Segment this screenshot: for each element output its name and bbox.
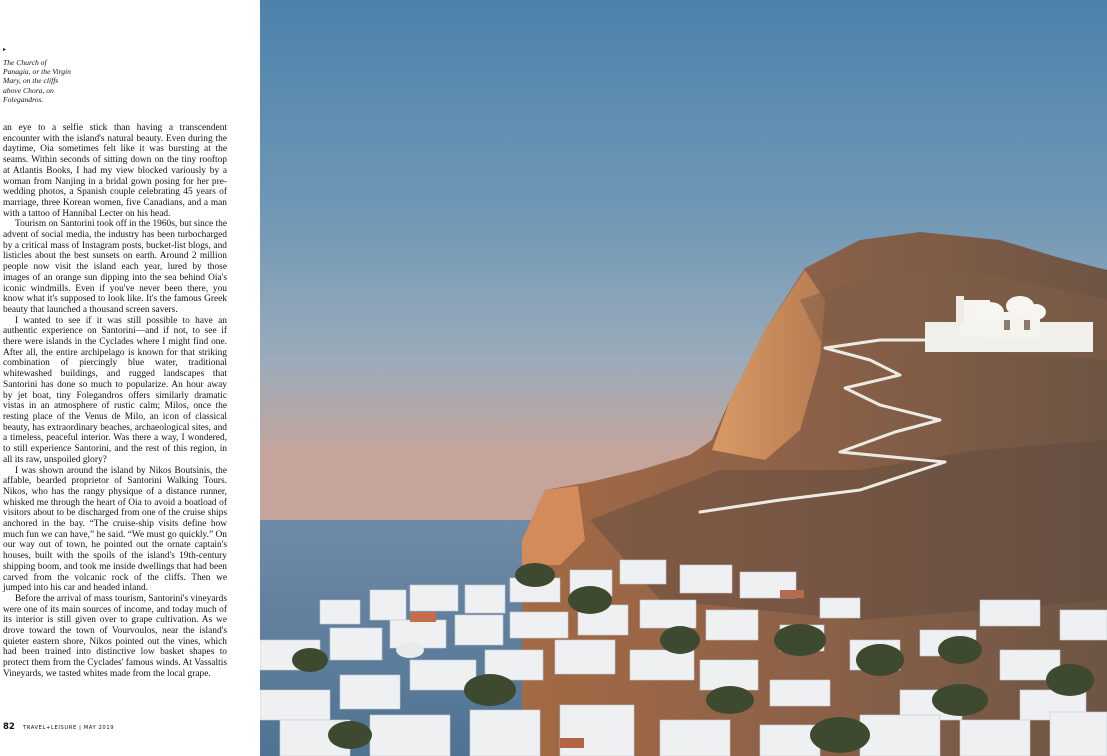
article-paragraph: an eye to a selfie stick than having a transcendent encounter with the island's natural beauty. Even during the daytime, Oia sometimes felt like it was bursting at the seams. Within seconds of sitting down on the tiny rooftop at Atlantis Books, I had my view blocked variously by a woman from Nanjing in a bridal gown posing for her pre-wedding photos, a Spanish couple celebrating 45 years of marriage, three Korean women, five Canadians, and a man with a tattoo of Hannibal Lecter on his head.: [3, 123, 227, 219]
page-number: 82: [3, 722, 15, 732]
article-paragraph: I wanted to see if it was still possible to have an authentic experience on Santorini—and if not, to see if there were islands in the Cyclades where I might find one. After all, the entire archipelago is known for that striking combination of piercingly blue water, traditional whitewashed buildings, and rugged landscapes that Santorini has done so much to popularize. An hour away by jet boat, tiny Folegandros offers similarly dramatic vistas in an atmosphere of rustic calm; Milos, once the resting place of the Venus de Milo, an icon of classical beauty, has extraordinary beaches, archaeological sites, and a timeless, peaceful interior. Was there a way, I wondered, to still experience Santorini, and the rest of this region, in all its raw, unspoiled glory?: [3, 315, 227, 465]
text-column: [0, 0, 260, 756]
caption-marker: ▸: [3, 46, 7, 53]
page-folio: [3, 714, 203, 733]
photo-caption: The Church of Panagia, or the Virgin Mary, on the cliffs above Chora, on Folegandros.: [3, 58, 71, 104]
article-paragraph: Tourism on Santorini took off in the 1960s, but since the advent of social media, the industry has been turbocharged by a critical mass of Instagram posts, bucket-list blogs, and listicles about the best sunsets on earth. Around 2 million people now visit the island each year, lured by those images of an orange sun dipping into the sea behind Oia's iconic windmills. Even if you've never been there, you know what it's supposed to look like. It's the famous Greek beauty that launched a thousand screen savers.: [3, 219, 227, 315]
article-paragraph: Before the arrival of mass tourism, Santorini's vineyards were one of its main sources of income, and today much of its interior is still given over to grape cultivation. As we drove toward the town of Vourvoulos, near the island's quieter eastern shore, Nikos pointed out the vines, which had been trained into distinctive low basket shapes to protect them from the Cyclades' famous winds. At Vassaltis Vineyards, we tasted whites made from the local grape.: [3, 593, 227, 679]
running-footer: TRAVEL+LEISURE | MAY 2019: [22, 725, 115, 731]
church-of-panagia-photo: [260, 0, 1107, 756]
article-paragraph: I was shown around the island by Nikos Boutsinis, the affable, bearded proprietor of Santorini Walking Tours. Nikos, who has the rangy physique of a distance runner, whisked me through the heart of Oia to avoid a boatload of visitors about to be discharged from one of the cruise ships anchored in the bay. “The cruise-ship visits define how much fun we can have,” he said. “We must go quickly.” On our way out of town, he pointed out the ornate captain's houses, built with the spoils of the island's 19th-century shipping boom, and took me inside dwellings that had been carved from the volcanic rock of the cliffs. Then we jumped into his car and headed inland.: [3, 465, 227, 594]
article-body: [3, 123, 227, 680]
